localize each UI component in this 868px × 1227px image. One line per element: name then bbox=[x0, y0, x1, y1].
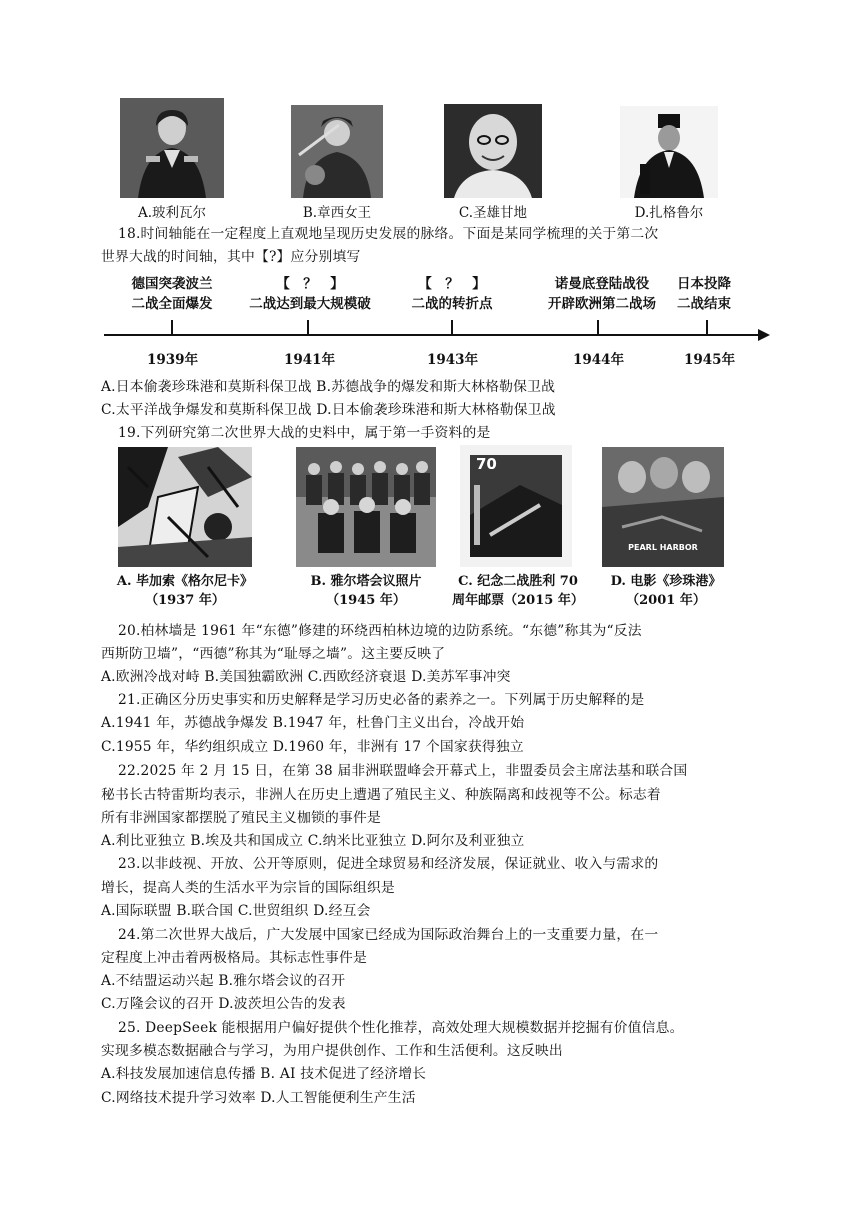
ww2-70th-stamp-image bbox=[460, 445, 572, 567]
q18-options-line2: C.太平洋战争爆发和莫斯科保卫战 D.日本偷袭珍珠港和斯大林格勒保卫战 bbox=[101, 402, 556, 418]
timeline-year-2: 1941年 bbox=[284, 352, 336, 368]
timeline-event-3-line2: 二战的转折点 bbox=[411, 296, 493, 312]
poster-title-label: PEARL HARBOR bbox=[628, 543, 698, 552]
portrait-gandhi-image bbox=[444, 104, 542, 198]
timeline-tick-1941 bbox=[307, 320, 309, 334]
option-a-caption: A.玻利瓦尔 bbox=[137, 205, 207, 221]
timeline-event-3-line1: 【 ？ 】 bbox=[418, 276, 486, 292]
q19-option-a-caption: A. 毕加索《格尔尼卡》 （1937 年） bbox=[116, 574, 254, 608]
timeline-year-1: 1939年 bbox=[147, 352, 199, 368]
q24-line2: 定程度上冲击着两极格局。其标志性事件是 bbox=[101, 950, 367, 966]
option-c-caption: C.圣雄甘地 bbox=[458, 205, 528, 221]
timeline-event-4-line2: 开辟欧洲第二战场 bbox=[548, 296, 656, 312]
q23-line1: 23.以非歧视、开放、公开等原则，促进全球贸易和经济发展，保证就业、收入与需求的 bbox=[118, 856, 659, 872]
timeline-axis bbox=[104, 334, 760, 336]
q20-line1: 20.柏林墙是 1961 年“东德”修建的环绕西柏林边境的边防系统。“东德”称其为“反法 bbox=[118, 623, 642, 639]
portrait-bolivar-image bbox=[120, 98, 224, 198]
timeline-tick-1943 bbox=[451, 320, 453, 334]
option-d-caption: D.扎格鲁尔 bbox=[634, 205, 704, 221]
q18-stem-line1: 18.时间轴能在一定程度上直观地呈现历史发展的脉络。下面是某同学梳理的关于第二次 bbox=[118, 226, 659, 242]
timeline-event-5-line1: 日本投降 bbox=[677, 276, 731, 292]
q18-stem-line2: 世界大战的时间轴，其中【?】应分别填写 bbox=[101, 249, 361, 265]
q22-options: A.利比亚独立 B.埃及共和国成立 C.纳米比亚独立 D.阿尔及利亚独立 bbox=[101, 833, 525, 849]
q21-options-line2: C.1955 年，华约组织成立 D.1960 年，非洲有 17 个国家获得独立 bbox=[101, 739, 524, 755]
q18-options-line1: A.日本偷袭珍珠港和莫斯科保卫战 B.苏德战争的爆发和斯大林格勒保卫战 bbox=[101, 379, 556, 395]
guernica-painting-image bbox=[118, 447, 252, 567]
timeline-tick-1939 bbox=[171, 320, 173, 334]
yalta-conference-photo-image bbox=[296, 447, 436, 567]
timeline-year-4: 1944年 bbox=[573, 352, 625, 368]
q19-option-b-caption: B. 雅尔塔会议照片 （1945 年） bbox=[310, 574, 422, 608]
q25-options-line1: A.科技发展加速信息传播 B. AI 技术促进了经济增长 bbox=[101, 1066, 427, 1082]
q22-line2: 秘书长古特雷斯均表示，非洲人在历史上遭遇了殖民主义、种族隔离和歧视等不公。标志着 bbox=[101, 787, 661, 803]
q22-line1: 22.2025 年 2 月 15 日，在第 38 届非洲联盟峰会开幕式上，非盟委员会主席法基和联合国 bbox=[118, 763, 688, 779]
timeline-year-3: 1943年 bbox=[427, 352, 479, 368]
q20-options: A.欧洲冷战对峙 B.美国独霸欧洲 C.西欧经济衰退 D.美苏军事冲突 bbox=[101, 669, 511, 685]
q21-options-line1: A.1941 年，苏德战争爆发 B.1947 年，杜鲁门主义出台，冷战开始 bbox=[101, 715, 525, 731]
q25-options-line2: C.网络技术提升学习效率 D.人工智能便利生产生活 bbox=[101, 1090, 416, 1106]
timeline-event-2-line2: 二战达到最大规模破 bbox=[249, 296, 371, 312]
pearl-harbor-poster-image bbox=[602, 447, 724, 567]
q22-line3: 所有非洲国家都摆脱了殖民主义枷锁的事件是 bbox=[101, 810, 381, 826]
portrait-zaghloul-image bbox=[620, 106, 718, 198]
timeline-arrow-icon bbox=[758, 329, 770, 341]
timeline-event-2-line1: 【 ？ 】 bbox=[276, 276, 344, 292]
timeline-event-4-line1: 诺曼底登陆战役 bbox=[554, 276, 650, 292]
timeline-event-1-line1: 德国突袭波兰 bbox=[131, 276, 213, 292]
q24-line1: 24.第二次世界大战后，广大发展中国家已经成为国际政治舞台上的一支重要力量，在一 bbox=[118, 927, 659, 943]
q24-options-line2: C.万隆会议的召开 D.波茨坦公告的发表 bbox=[101, 996, 346, 1012]
q23-line2: 增长，提高人类的生活水平为宗旨的国际组织是 bbox=[101, 880, 395, 896]
q25-line2: 实现多模态数据融合与学习，为用户提供创作、工作和生活便利。这反映出 bbox=[101, 1043, 563, 1059]
option-b-caption: B.章西女王 bbox=[302, 205, 372, 221]
q24-options-line1: A.不结盟运动兴起 B.雅尔塔会议的召开 bbox=[101, 973, 346, 989]
q23-options: A.国际联盟 B.联合国 C.世贸组织 D.经互会 bbox=[101, 903, 371, 919]
timeline-tick-1945 bbox=[706, 320, 708, 334]
q25-line1: 25. DeepSeek 能根据用户偏好提供个性化推荐，高效处理大规模数据并挖掘有价值信息。 bbox=[118, 1020, 684, 1036]
portrait-rani-image bbox=[291, 105, 383, 198]
timeline-tick-1944 bbox=[597, 320, 599, 334]
q19-stem: 19.下列研究第二次世界大战的史料中，属于第一手资料的是 bbox=[118, 425, 491, 441]
q19-option-d-caption: D. 电影《珍珠港》 （2001 年） bbox=[610, 574, 722, 608]
q21-stem: 21.正确区分历史事实和历史解释是学习历史必备的素养之一。下列属于历史解释的是 bbox=[118, 692, 645, 708]
q19-option-c-caption: C. 纪念二战胜利 70 周年邮票（2015 年） bbox=[452, 574, 584, 608]
timeline-year-5: 1945年 bbox=[684, 352, 736, 368]
q20-line2: 西斯防卫墙”，“西德”称其为“耻辱之墙”。这主要反映了 bbox=[101, 646, 446, 662]
timeline-event-5-line2: 二战结束 bbox=[677, 296, 731, 312]
stamp-number-label: 70 bbox=[476, 455, 497, 473]
timeline-event-1-line2: 二战全面爆发 bbox=[131, 296, 213, 312]
